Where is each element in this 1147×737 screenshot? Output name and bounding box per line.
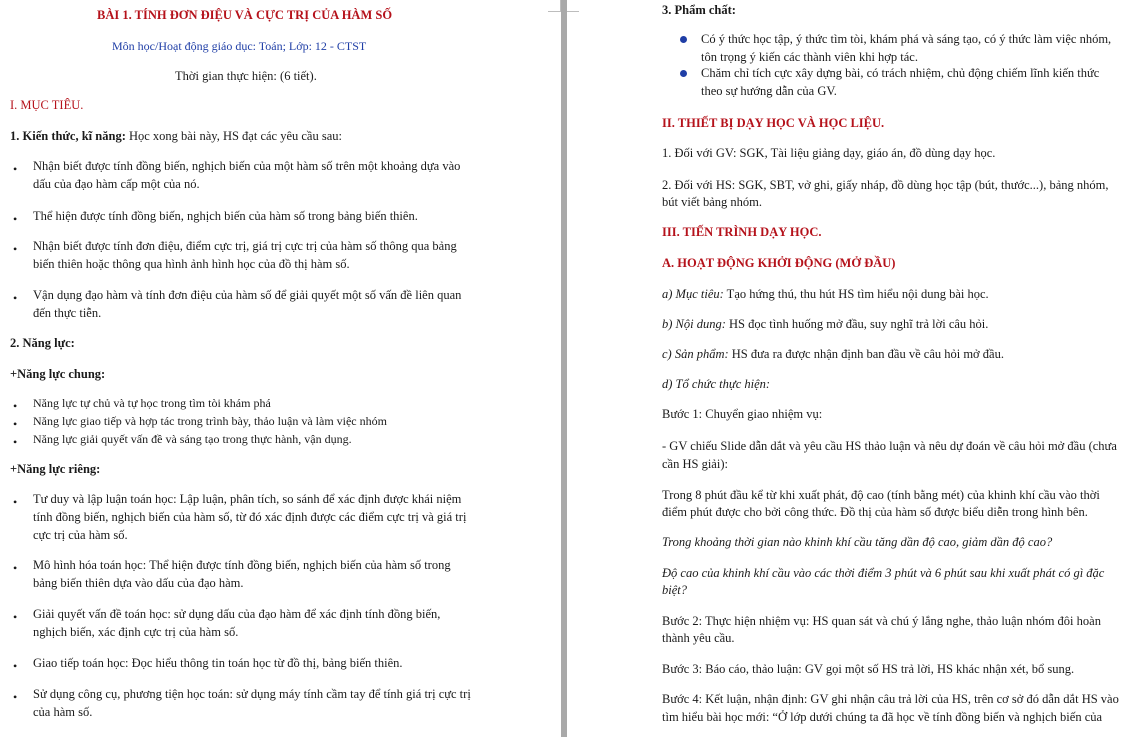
knowledge-item-3-line-1: Nhận biết được tính đơn điệu, điểm cực trị, giá trị cực trị của hàm số thông qua bảng xyxy=(33,239,457,253)
specific-item-3-line-2: nghịch biến, xác định cực trị của hàm số. xyxy=(33,625,239,639)
specific-item-2-line-2: bảng biến thiên dựa vào dấu của đạo hàm. xyxy=(33,576,244,590)
bullet-icon: • xyxy=(13,495,18,509)
bullet-icon: • xyxy=(13,399,18,413)
specific-item-5-line-2: của hàm số. xyxy=(33,705,93,719)
general-item-1: Năng lực tự chủ và tự học trong tìm tòi khám phá xyxy=(33,396,271,410)
section-objectives-heading: I. MỤC TIÊU. xyxy=(10,98,84,112)
specific-item-5-line-1: Sử dụng công cụ, phương tiện học toán: sử dụng máy tính cầm tay để tính giá trị cực trị xyxy=(33,687,471,701)
step-4-line-1: Bước 4: Kết luận, nhận định: GV ghi nhận câu trả lời của HS, trên cơ sở đó dẫn dắt HS vào xyxy=(662,692,1119,706)
bullet-icon: • xyxy=(13,162,18,176)
margin-marker xyxy=(567,0,579,12)
specific-item-1-line-1: Tư duy và lập luận toán học: Lập luận, phân tích, so sánh để xác định được khái niệm xyxy=(33,492,462,506)
specific-competence-heading: +Năng lực riêng: xyxy=(10,462,101,476)
quality-item-2-line-2: theo sự hướng dẫn của GV. xyxy=(701,84,837,98)
knowledge-heading: 1. Kiến thức, kĩ năng: Học xong bài này, HS đạt các yêu cầu sau: xyxy=(10,129,342,143)
activity-a-heading: A. HOẠT ĐỘNG KHỞI ĐỘNG (MỞ ĐẦU) xyxy=(662,256,896,270)
bullet-icon: • xyxy=(13,435,18,449)
problem-line-2: điểm phút được cho bởi công thức. Đồ thị của hàm số được biểu diễn trong hình bên. xyxy=(662,505,1088,519)
knowledge-item-1-line-2: dấu của đạo hàm cấp một của nó. xyxy=(33,177,200,191)
question-1: Trong khoảng thời gian nào khinh khí cầu tăng dần độ cao, giảm dần độ cao? xyxy=(662,535,1053,549)
goal-line: a) Mục tiêu: Tạo hứng thú, thu hút HS tìm hiểu nội dung bài học. xyxy=(662,287,989,301)
bullet-icon: • xyxy=(13,212,18,226)
gv-instruction-line-2: cần HS giải): xyxy=(662,457,728,471)
time-line: Thời gian thực hiện: (6 tiết). xyxy=(175,69,317,83)
question-2-line-1: Độ cao của khinh khí cầu vào các thời điểm 3 phút và 6 phút sau khi xuất phát có gì đặc xyxy=(662,566,1105,580)
specific-item-3-line-1: Giải quyết vấn đề toán học: sử dụng dấu của đạo hàm để xác định tính đồng biến, xyxy=(33,607,441,621)
equipment-hs-line-2: bút viết bảng nhóm. xyxy=(662,195,762,209)
competence-heading: 2. Năng lực: xyxy=(10,336,75,350)
quality-item-2-line-1: Chăm chỉ tích cực xây dựng bài, có trách nhiệm, chủ động chiếm lĩnh kiến thức xyxy=(701,66,1100,80)
knowledge-item-4-line-2: đến thực tiễn. xyxy=(33,306,102,320)
subject-line: Môn học/Hoạt động giáo dục: Toán; Lớp: 12 - CTST xyxy=(112,39,367,53)
step-2-line-2: thành yêu cầu. xyxy=(662,631,735,645)
bullet-icon: • xyxy=(13,659,18,673)
bullet-icon: • xyxy=(13,610,18,624)
bullet-dot-icon xyxy=(680,36,687,43)
margin-marker xyxy=(548,0,561,12)
quality-item-1-line-1: Có ý thức học tập, ý thức tìm tòi, khám phá và sáng tạo, có ý thức làm việc nhóm, xyxy=(701,32,1112,46)
organization-heading: d) Tổ chức thực hiện: xyxy=(662,377,771,391)
section-process-heading: III. TIẾN TRÌNH DẠY HỌC. xyxy=(662,225,822,239)
bullet-icon: • xyxy=(13,417,18,431)
step-2-line-1: Bước 2: Thực hiện nhiệm vụ: HS quan sát và chú ý lắng nghe, thảo luận nhóm đôi hoàn xyxy=(662,614,1101,628)
general-item-2: Năng lực giao tiếp và hợp tác trong trình bày, thảo luận và làm việc nhóm xyxy=(33,414,387,428)
problem-line-1: Trong 8 phút đầu kể từ khi xuất phát, độ cao (tính bằng mét) của khinh khí cầu vào thời xyxy=(662,488,1100,502)
equipment-hs-line-1: 2. Đối với HS: SGK, SBT, vở ghi, giấy nháp, đồ dùng học tập (bút, thước...), bảng nhóm, xyxy=(662,178,1109,192)
knowledge-item-4-line-1: Vận dụng đạo hàm và tính đơn điệu của hàm số để giải quyết một số vấn đề liên quan xyxy=(33,288,462,302)
bullet-icon: • xyxy=(13,291,18,305)
specific-item-4: Giao tiếp toán học: Đọc hiểu thông tin toán học từ đồ thị, bảng biến thiên. xyxy=(33,656,403,670)
bullet-icon: • xyxy=(13,690,18,704)
quality-heading: 3. Phẩm chất: xyxy=(662,3,736,17)
specific-item-2-line-1: Mô hình hóa toán học: Thể hiện được tính đồng biến, nghịch biến của hàm số trong xyxy=(33,558,451,572)
bullet-icon: • xyxy=(13,561,18,575)
step-1: Bước 1: Chuyển giao nhiệm vụ: xyxy=(662,407,823,421)
general-competence-heading: +Năng lực chung: xyxy=(10,367,106,381)
lesson-title: BÀI 1. TÍNH ĐƠN ĐIỆU VÀ CỰC TRỊ CỦA HÀM SỐ xyxy=(97,8,393,22)
knowledge-item-3-line-2: biến thiên hoặc thông qua hình ảnh hình học của đồ thị hàm số. xyxy=(33,257,350,271)
content-line: b) Nội dung: HS đọc tình huống mở đầu, suy nghĩ trả lời câu hỏi. xyxy=(662,317,989,331)
bullet-icon: • xyxy=(13,242,18,256)
quality-item-1-line-2: tôn trọng ý kiến các thành viên khi hợp tác. xyxy=(701,50,918,64)
step-3: Bước 3: Báo cáo, thảo luận: GV gọi một số HS trả lời, HS khác nhận xét, bổ sung. xyxy=(662,662,1075,676)
specific-item-1-line-2: tính đồng biến, nghịch biến của hàm số, từ đó xác định được các điểm cực trị và giá trị xyxy=(33,510,467,524)
knowledge-item-2: Thể hiện được tính đồng biến, nghịch biến của hàm số trong bảng biến thiên. xyxy=(33,209,418,223)
bullet-dot-icon xyxy=(680,70,687,77)
general-item-3: Năng lực giải quyết vấn đề và sáng tạo trong thực hành, vận dụng. xyxy=(33,432,352,446)
question-2-line-2: biệt? xyxy=(662,583,687,597)
equipment-gv: 1. Đối với GV: SGK, Tài liệu giảng dạy, giáo án, đồ dùng dạy học. xyxy=(662,146,996,160)
document-page-left xyxy=(0,0,561,737)
document-page-right xyxy=(567,0,1147,737)
knowledge-item-1-line-1: Nhận biết được tính đồng biến, nghịch biến của một hàm số trên một khoảng dựa vào xyxy=(33,159,461,173)
product-line: c) Sản phẩm: HS đưa ra được nhận định ban đầu về câu hỏi mở đầu. xyxy=(662,347,1004,361)
step-4-line-2: tìm hiểu bài học mới: “Ở lớp dưới chúng ta đã học về tính đồng biến và nghịch biến của xyxy=(662,710,1103,724)
specific-item-1-line-3: cực trị của hàm số. xyxy=(33,528,128,542)
section-equipment-heading: II. THIẾT BỊ DẠY HỌC VÀ HỌC LIỆU. xyxy=(662,116,885,130)
gv-instruction-line-1: - GV chiếu Slide dẫn dắt và yêu cầu HS thảo luận và nêu dự đoán về câu hỏi mở đầu (chưa xyxy=(662,439,1117,453)
